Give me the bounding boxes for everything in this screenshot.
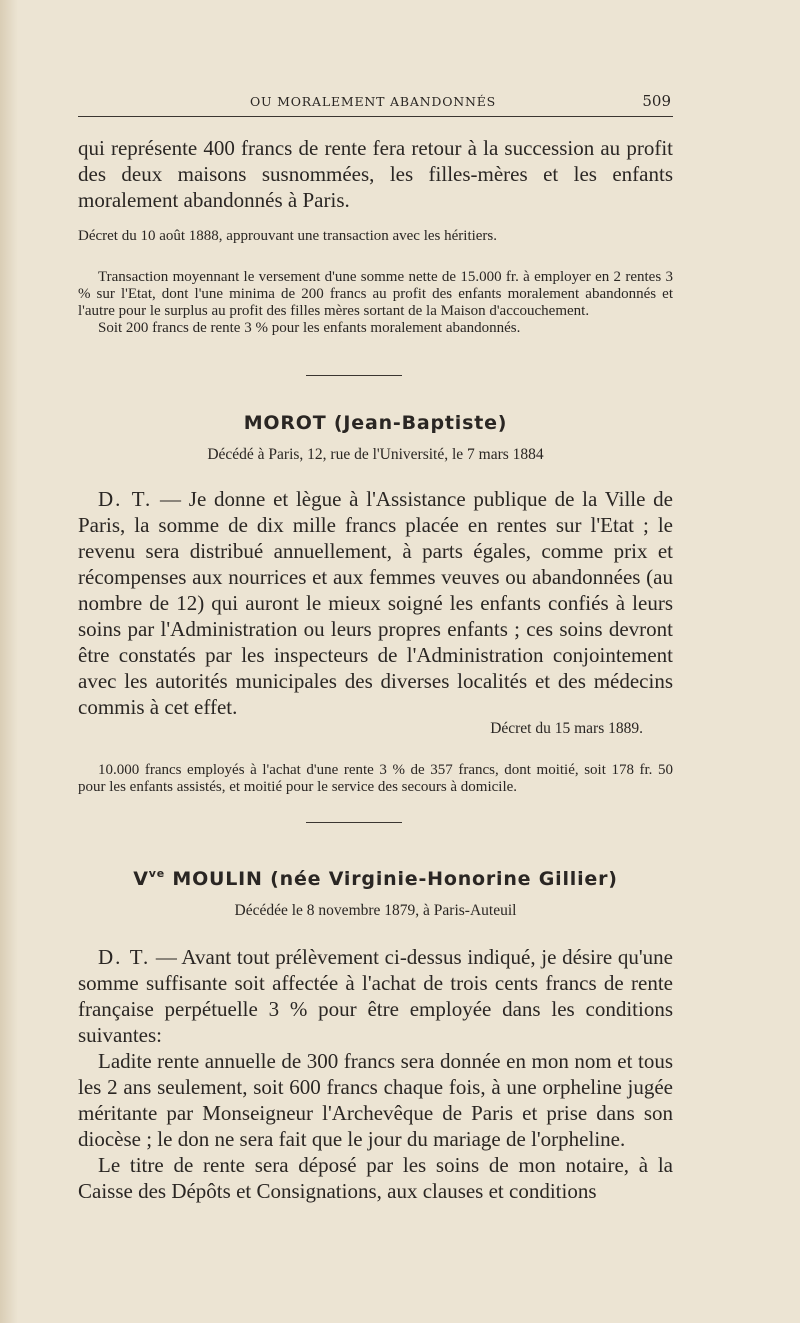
moulin-deceased-line: Décédée le 8 novembre 1879, à Paris-Auteuil <box>234 902 517 919</box>
intro-decret: Décret du 10 août 1888, approuvant une transaction avec les héritiers. <box>78 228 498 244</box>
morot-deceased-line: Décédé à Paris, 12, rue de l'Université, le 7 mars 1884 <box>207 446 544 463</box>
moulin-paragraph-3: Le titre de rente sera déposé par les soins de mon notaire, à la Caisse des Dépôts et Consignations, aux clauses et conditions <box>78 1153 673 1203</box>
running-title: OU MORALEMENT ABANDONNÉS <box>250 94 497 109</box>
moulin-paragraph-1 <box>78 944 673 1048</box>
moulin-paragraph-2: Ladite rente annuelle de 300 francs sera donnée en mon nom et tous les 2 ans seulement, soit 600 francs chaque fois, à une orpheline jugée méritante par Monseigneur l'Archevêque de Paris et prise dans son diocèse ; le don ne sera fait que le jour du mariage de l'orpheline. <box>78 1049 673 1151</box>
page-edge <box>0 0 18 1323</box>
intro-paragraph: qui représente 400 francs de rente fera retour à la succession au profit des deux maisons susnommées, les filles-mères et les enfants moralement abandonnés à Paris. <box>78 136 673 212</box>
morot-bequest-text: — Je donne et lègue à l'Assistance publique de la Ville de Paris, la somme de dix mille francs placée en rentes sur l'Etat ; le revenu sera distribué annuellement, à parts égales, comme prix et récompenses aux nourrices et aux femmes veuves ou abandonnées (au nombre de 12) qui auront le mieux soigné les enfants confiés à leurs soins par l'Administration ou leurs propres enfants ; ces soins devront être constatés par les inspecteurs de l'Administration conjointement avec les autorités municipales des diverses localités et des médecins commis à cet effet. <box>78 487 673 719</box>
page-number: 509 <box>642 92 671 110</box>
moulin-dt-label: D. T. <box>98 945 151 969</box>
transaction-summary: Soit 200 francs de rente 3 % pour les enfants moralement abandonnés. <box>98 320 521 336</box>
moulin-name: MOULIN (née Virginie-Honorine Gillier) <box>164 868 618 890</box>
document-page <box>78 88 673 1204</box>
moulin-heading <box>78 867 673 890</box>
morot-bequest-paragraph <box>78 486 673 720</box>
morot-dt-label: D. T. <box>98 487 153 511</box>
moulin-p1-text: — Avant tout prélèvement ci-dessus indiqué, je désire qu'une somme suffisante soit affectée à l'achat de trois cents francs de rente française perpétuelle 3 % pour être employée dans les conditions suivantes: <box>78 945 673 1047</box>
morot-note: 10.000 francs employés à l'achat d'une rente 3 % de 357 francs, dont moitié, soit 178 fr. 50 pour les enfants assistés, et moitié pour le service des secours à domicile. <box>78 762 673 795</box>
transaction-text: Transaction moyennant le versement d'une somme nette de 15.000 fr. à employer en 2 rentes 3 % sur l'Etat, dont l'une minima de 200 francs au profit des enfants moralement abandonnés et l'autre pour le surplus au profit des filles mères sortant de la Maison d'accouchement. <box>78 269 673 319</box>
morot-decret: Décret du 15 mars 1889. <box>490 720 643 737</box>
morot-heading: MOROT (Jean-Baptiste) <box>243 412 508 434</box>
moulin-prefix: V <box>133 868 149 890</box>
moulin-prefix-sup: ve <box>148 867 165 880</box>
section-divider <box>306 375 402 376</box>
running-header <box>78 88 673 117</box>
section-divider <box>306 822 402 823</box>
